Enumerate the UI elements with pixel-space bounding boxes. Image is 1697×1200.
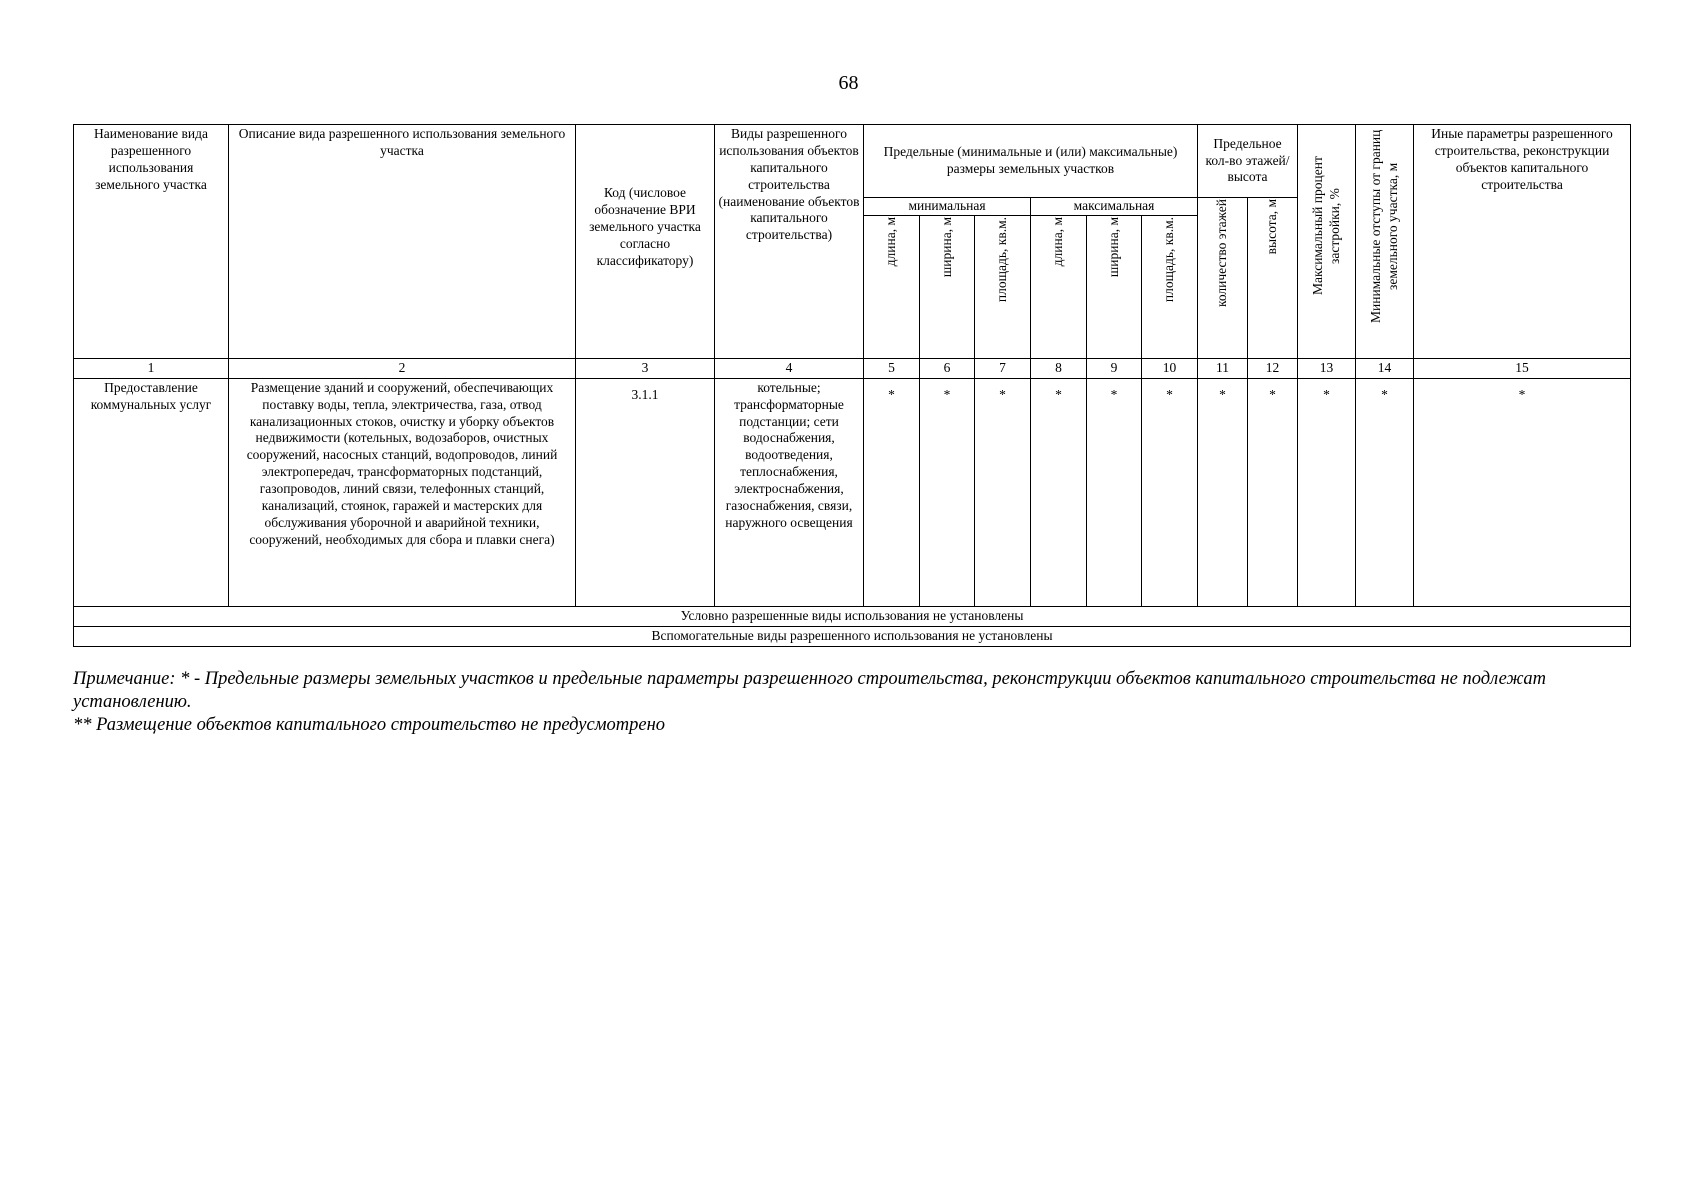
row-c7: *: [975, 378, 1031, 606]
colnum-6: 6: [920, 358, 975, 378]
table-row: [74, 378, 1631, 606]
row-objects: котельные; трансформаторные подстанции; сети водоснабжения, водоотведения, теплоснабжения, электроснабжения, газоснабжения, связи, наружного освещения: [715, 378, 864, 606]
note-line-1: Примечание: * - Предельные размеры земельных участков и предельные параметры разрешенного строительства, реконструкции объектов капитального строительства не подлежат установлению.: [73, 669, 1546, 713]
header-col14: [1356, 125, 1414, 359]
header-floors-group: Предельное кол-во этажей/ высота: [1198, 125, 1298, 198]
colnum-4: 4: [715, 358, 864, 378]
header-col5: [864, 215, 920, 358]
header-min-group: минимальная: [864, 198, 1031, 216]
header-col15: Иные параметры разрешенного строительства, реконструкции объектов капитального строительства: [1414, 125, 1631, 359]
colnum-5: 5: [864, 358, 920, 378]
header-col8-text: длина, м: [1050, 216, 1066, 267]
header-col14-text: Минимальные отступы от границ земельного участка, м: [1367, 129, 1400, 323]
colnum-11: 11: [1198, 358, 1248, 378]
header-col10: [1142, 215, 1198, 358]
header-col12-text: высота, м: [1264, 199, 1280, 255]
header-col4: Виды разрешенного использования объектов капитального строительства (наименование объектов капитального строительства): [715, 125, 864, 359]
column-number-row: [74, 358, 1631, 378]
header-col11-text: количество этажей: [1214, 199, 1230, 308]
colnum-15: 15: [1414, 358, 1631, 378]
row-description: Размещение зданий и сооружений, обеспечивающих поставку воды, тепла, электричества, газа, отвод канализационных стоков, очистку и уборку объектов недвижимости (котельных, водозаборов, очистных сооружений, насосных станций, водопроводов, линий электропередач, трансформаторных подстанций, газопроводов, линий связи, телефонных станций, канализаций, стоянок, гаражей и мастерских для обслуживания уборочной и аварийной техники, сооружений, необходимых для сбора и плавки снега): [229, 378, 576, 606]
header-col1: Наименование вида разрешенного использования земельного участка: [74, 125, 229, 359]
header-col9: [1087, 215, 1142, 358]
header-col11: [1198, 198, 1248, 359]
header-col3: Код (числовое обозначение ВРИ земельного участка согласно классификатору): [576, 125, 715, 359]
colnum-14: 14: [1356, 358, 1414, 378]
header-col8: [1031, 215, 1087, 358]
row-c6: *: [920, 378, 975, 606]
conditional-row-text: Условно разрешенные виды использования не установлены: [74, 606, 1631, 626]
row-c5: *: [864, 378, 920, 606]
auxiliary-row: [74, 626, 1631, 646]
colnum-2: 2: [229, 358, 576, 378]
row-c11: *: [1198, 378, 1248, 606]
conditional-row: [74, 606, 1631, 626]
header-col6-text: ширина, м: [938, 216, 954, 277]
header-col10-text: площадь, кв.м.: [1161, 216, 1177, 302]
colnum-10: 10: [1142, 358, 1198, 378]
notes: [73, 668, 1630, 737]
colnum-1: 1: [74, 358, 229, 378]
header-max-group: максимальная: [1031, 198, 1198, 216]
row-name: Предоставление коммунальных услуг: [74, 378, 229, 606]
land-use-table: [73, 124, 1631, 647]
header-col12: [1248, 198, 1298, 359]
row-c10: *: [1142, 378, 1198, 606]
header-col7: [975, 215, 1031, 358]
row-c8: *: [1031, 378, 1087, 606]
row-c14: *: [1356, 378, 1414, 606]
colnum-9: 9: [1087, 358, 1142, 378]
header-col13: [1298, 125, 1356, 359]
row-c13: *: [1298, 378, 1356, 606]
colnum-3: 3: [576, 358, 715, 378]
header-col7-text: площадь, кв.м.: [994, 216, 1010, 302]
header-col6: [920, 215, 975, 358]
row-code: 3.1.1: [576, 378, 715, 606]
page-number: 68: [838, 72, 859, 94]
row-c15: *: [1414, 378, 1631, 606]
row-c9: *: [1087, 378, 1142, 606]
colnum-13: 13: [1298, 358, 1356, 378]
row-c12: *: [1248, 378, 1298, 606]
colnum-8: 8: [1031, 358, 1087, 378]
header-row-1: [74, 125, 1631, 198]
colnum-7: 7: [975, 358, 1031, 378]
note-line-2: ** Размещение объектов капитального строительство не предусмотрено: [73, 715, 666, 736]
colnum-12: 12: [1248, 358, 1298, 378]
header-col13-text: Максимальный процент застройки, %: [1309, 156, 1342, 296]
header-col2: Описание вида разрешенного использования земельного участка: [229, 125, 576, 359]
header-col9-text: ширина, м: [1105, 216, 1121, 277]
header-sizes-group: Предельные (минимальные и (или) максимальные) размеры земельных участков: [864, 125, 1198, 198]
header-col5-text: длина, м: [883, 216, 899, 267]
auxiliary-row-text: Вспомогательные виды разрешенного использования не установлены: [74, 626, 1631, 646]
